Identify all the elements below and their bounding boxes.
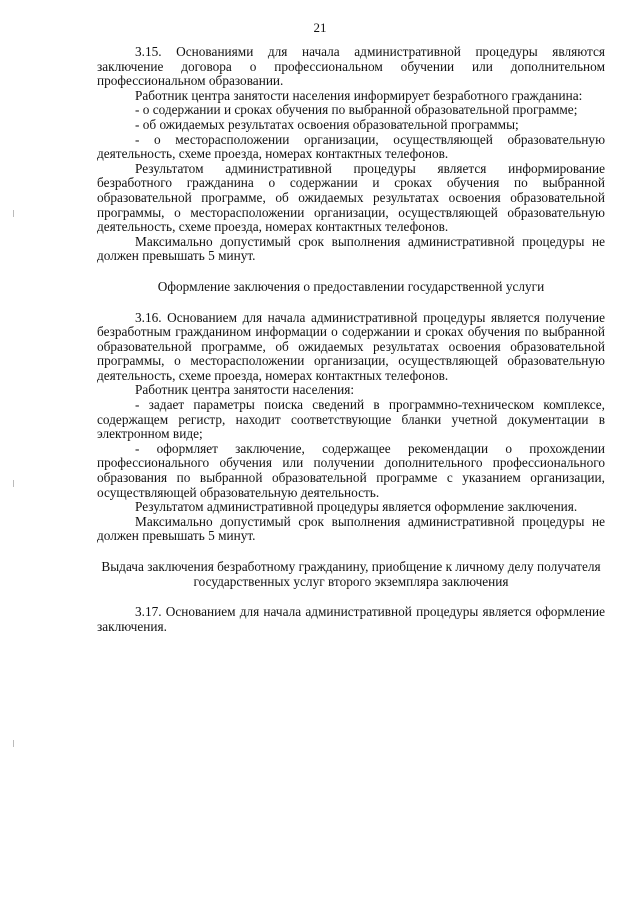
document-body [97, 45, 605, 634]
paragraph-3-17: 3.17. Основанием для начала административной процедуры является оформление заключения. [97, 604, 605, 634]
paragraph-result-conclusion: Результатом административной процедуры является оформление заключения. [135, 499, 578, 515]
paragraph-worker-informs: Работник центра занятости населения информирует безработного гражданина: [135, 87, 583, 103]
list-item-expected-results: - об ожидаемых результатах освоения образовательной программы; [135, 116, 519, 132]
list-item-draw-conclusion: - оформляет заключение, содержащее рекомендации о прохождении профессионального обучения или получении дополнительного профессионального образования по выбранной образовательной программе с указанием организации, осуществляющей образовательную деятельность. [97, 440, 605, 500]
paragraph-result-informing: Результатом административной процедуры является информирование безработного гражданина о содержании и сроках обучения по выбранной образовательной программе, об ожидаемых результатах освоения образовательной программы, о месторасположении организации, осуществляющей образовательную деятельность, схеме проезда, номерах контактных телефонов. [97, 160, 605, 235]
paragraph-max-time-1: Максимально допустимый срок выполнения административной процедуры не должен превышать 5 минут. [97, 233, 605, 264]
paragraph-max-time-2: Максимально допустимый срок выполнения административной процедуры не должен превышать 5 минут. [97, 513, 605, 544]
paragraph-3-15: 3.15. Основаниями для начала административной процедуры являются заключение договора о профессиональном обучении или дополнительном профессиональном образовании. [97, 44, 605, 89]
margin-scan-mark [13, 740, 14, 747]
list-item-search-params: - задает параметры поиска сведений в программно-техническом комплексе, содержащем регистр, находит соответствующие бланки учетной документации в электронном виде; [97, 397, 605, 442]
margin-scan-mark [13, 210, 14, 217]
page-number: 21 [313, 20, 327, 35]
list-item-location: - о месторасположении организации, осуществляющей образовательную деятельность, схеме проезда, номерах контактных телефонов. [97, 131, 605, 162]
paragraph-worker-actions: Работник центра занятости населения: [135, 382, 355, 398]
list-item-content-and-terms: - о содержании и сроках обучения по выбранной образовательной программе; [135, 102, 578, 118]
margin-scan-mark [13, 480, 14, 487]
section-heading-conclusion: Оформление заключения о предоставлении государственной услуги [157, 278, 545, 294]
section-heading-issuance: Выдача заключения безработному гражданину, приобщение к личному делу получателя государственных услуг второго экземпляра заключения [101, 559, 601, 589]
paragraph-3-16: 3.16. Основанием для начала административной процедуры является получение безработным гражданином информации о содержании и сроках обучения по выбранной образовательной программе, об ожидаемых результатах освоения образовательной программы, о месторасположении организации, осуществляющей образовательную деятельность, схеме проезда, номерах контактных телефонов. [97, 309, 605, 383]
